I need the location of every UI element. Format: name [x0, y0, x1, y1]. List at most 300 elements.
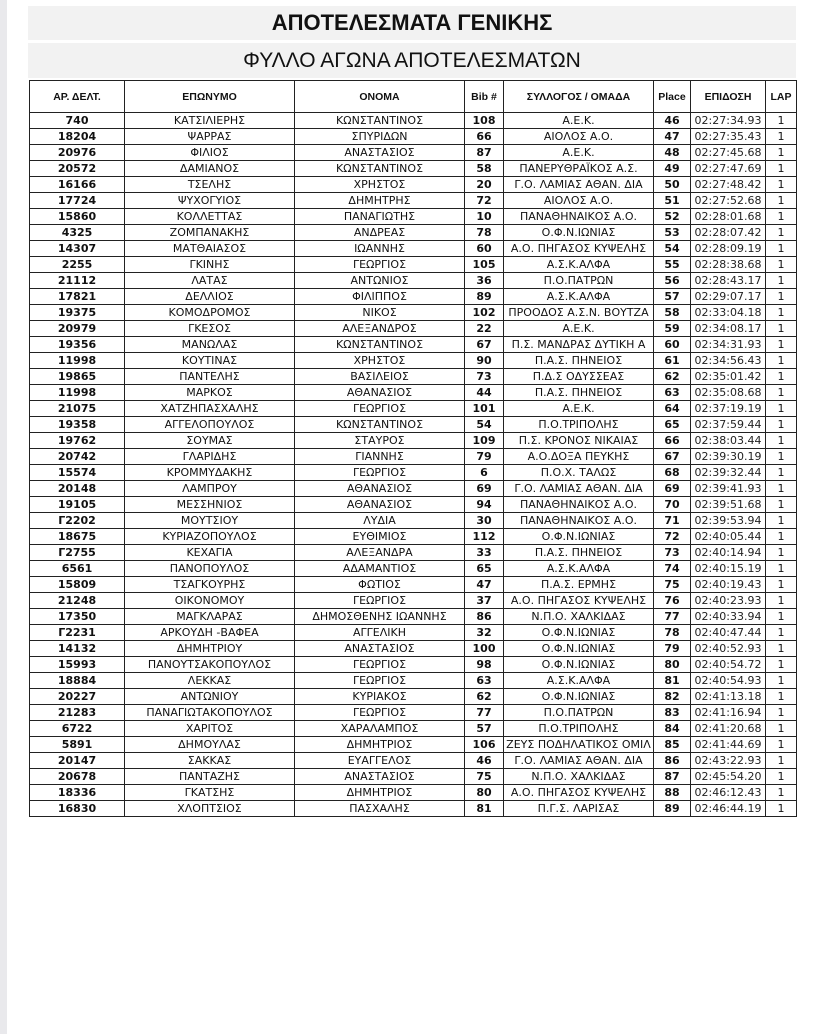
registration-number-cell: 21283: [30, 705, 125, 721]
table-row: [30, 529, 797, 545]
table-row: [30, 129, 797, 145]
club-cell: Π.Σ. ΚΡΟΝΟΣ ΝΙΚΑΙΑΣ: [504, 433, 654, 449]
surname-cell: ΓΚΙΝΗΣ: [125, 257, 295, 273]
lap-cell: 1: [766, 801, 797, 817]
lap-cell: 1: [766, 673, 797, 689]
time-cell: 02:41:20.68: [691, 721, 766, 737]
table-row: [30, 465, 797, 481]
first-name-cell: ΠΑΣΧΑΛΗΣ: [295, 801, 465, 817]
surname-cell: ΣΑΚΚΑΣ: [125, 753, 295, 769]
registration-number-cell: 15860: [30, 209, 125, 225]
time-cell: 02:37:59.44: [691, 417, 766, 433]
bib-number-cell: 65: [465, 561, 504, 577]
place-cell: 77: [654, 609, 691, 625]
table-row: [30, 145, 797, 161]
registration-number-cell: 19105: [30, 497, 125, 513]
place-cell: 80: [654, 657, 691, 673]
place-cell: 53: [654, 225, 691, 241]
results-table: [29, 80, 797, 817]
time-cell: 02:35:08.68: [691, 385, 766, 401]
registration-number-cell: 20678: [30, 769, 125, 785]
registration-number-cell: 18675: [30, 529, 125, 545]
bib-number-cell: 33: [465, 545, 504, 561]
first-name-cell: ΑΘΑΝΑΣΙΟΣ: [295, 497, 465, 513]
club-cell: Π.Α.Σ. ΠΗΝΕΙΟΣ: [504, 385, 654, 401]
bib-number-cell: 101: [465, 401, 504, 417]
registration-number-cell: Γ2202: [30, 513, 125, 529]
lap-cell: 1: [766, 129, 797, 145]
bib-number-cell: 78: [465, 225, 504, 241]
time-cell: 02:40:05.44: [691, 529, 766, 545]
lap-cell: 1: [766, 609, 797, 625]
first-name-cell: ΚΩΝΣΤΑΝΤΙΝΟΣ: [295, 161, 465, 177]
table-row: [30, 721, 797, 737]
club-cell: ΑΙΟΛΟΣ Α.Ο.: [504, 129, 654, 145]
club-cell: Ν.Π.Ο. ΧΑΛΚΙΔΑΣ: [504, 609, 654, 625]
bib-number-cell: 30: [465, 513, 504, 529]
lap-cell: 1: [766, 353, 797, 369]
col-header-place: Place: [654, 81, 691, 113]
lap-cell: 1: [766, 385, 797, 401]
place-cell: 79: [654, 641, 691, 657]
table-row: [30, 785, 797, 801]
table-row: [30, 113, 797, 129]
col-header-lap: LAP: [766, 81, 797, 113]
bib-number-cell: 44: [465, 385, 504, 401]
lap-cell: 1: [766, 337, 797, 353]
surname-cell: ΔΕΛΛΙΟΣ: [125, 289, 295, 305]
place-cell: 89: [654, 801, 691, 817]
lap-cell: 1: [766, 225, 797, 241]
registration-number-cell: 19762: [30, 433, 125, 449]
lap-cell: 1: [766, 593, 797, 609]
bib-number-cell: 69: [465, 481, 504, 497]
surname-cell: ΛΕΚΚΑΣ: [125, 673, 295, 689]
lap-cell: 1: [766, 257, 797, 273]
club-cell: Ο.Φ.Ν.ΙΩΝΙΑΣ: [504, 641, 654, 657]
bib-number-cell: 47: [465, 577, 504, 593]
subtitle-text: ΦΥΛΛΟ ΑΓΩΝΑ ΑΠΟΤΕΛΕΣΜΑΤΩΝ: [243, 48, 581, 72]
registration-number-cell: 15574: [30, 465, 125, 481]
club-cell: Γ.Ο. ΛΑΜΙΑΣ ΑΘΑΝ. ΔΙΑ: [504, 753, 654, 769]
time-cell: 02:28:09.19: [691, 241, 766, 257]
first-name-cell: ΓΕΩΡΓΙΟΣ: [295, 465, 465, 481]
table-row: [30, 225, 797, 241]
place-cell: 76: [654, 593, 691, 609]
surname-cell: ΚΑΤΣΙΛΙΕΡΗΣ: [125, 113, 295, 129]
time-cell: 02:40:54.93: [691, 673, 766, 689]
bib-number-cell: 109: [465, 433, 504, 449]
place-cell: 61: [654, 353, 691, 369]
bib-number-cell: 90: [465, 353, 504, 369]
registration-number-cell: 16166: [30, 177, 125, 193]
time-cell: 02:46:12.43: [691, 785, 766, 801]
club-cell: Α.Σ.Κ.ΑΛΦΑ: [504, 289, 654, 305]
first-name-cell: ΓΕΩΡΓΙΟΣ: [295, 593, 465, 609]
bib-number-cell: 57: [465, 721, 504, 737]
lap-cell: 1: [766, 513, 797, 529]
time-cell: 02:27:47.69: [691, 161, 766, 177]
registration-number-cell: 14307: [30, 241, 125, 257]
lap-cell: 1: [766, 401, 797, 417]
time-cell: 02:40:15.19: [691, 561, 766, 577]
first-name-cell: ΝΙΚΟΣ: [295, 305, 465, 321]
club-cell: Π.Ο.Χ. ΤΑΛΩΣ: [504, 465, 654, 481]
surname-cell: ΤΣΕΛΗΣ: [125, 177, 295, 193]
bib-number-cell: 100: [465, 641, 504, 657]
registration-number-cell: Γ2755: [30, 545, 125, 561]
table-row: [30, 305, 797, 321]
place-cell: 47: [654, 129, 691, 145]
time-cell: 02:41:16.94: [691, 705, 766, 721]
time-cell: 02:40:54.72: [691, 657, 766, 673]
registration-number-cell: 19865: [30, 369, 125, 385]
first-name-cell: ΚΩΝΣΤΑΝΤΙΝΟΣ: [295, 113, 465, 129]
bib-number-cell: 20: [465, 177, 504, 193]
first-name-cell: ΑΛΕΞΑΝΔΡΑ: [295, 545, 465, 561]
lap-cell: 1: [766, 785, 797, 801]
first-name-cell: ΧΡΗΣΤΟΣ: [295, 177, 465, 193]
surname-cell: ΔΗΜΟΥΛΑΣ: [125, 737, 295, 753]
table-row: [30, 753, 797, 769]
place-cell: 52: [654, 209, 691, 225]
registration-number-cell: 19375: [30, 305, 125, 321]
registration-number-cell: 20572: [30, 161, 125, 177]
lap-cell: 1: [766, 289, 797, 305]
lap-cell: 1: [766, 689, 797, 705]
registration-number-cell: 11998: [30, 385, 125, 401]
bib-number-cell: 102: [465, 305, 504, 321]
table-row: [30, 545, 797, 561]
registration-number-cell: 17350: [30, 609, 125, 625]
first-name-cell: ΑΝΑΣΤΑΣΙΟΣ: [295, 769, 465, 785]
place-cell: 64: [654, 401, 691, 417]
lap-cell: 1: [766, 193, 797, 209]
registration-number-cell: 17821: [30, 289, 125, 305]
first-name-cell: ΑΘΑΝΑΣΙΟΣ: [295, 481, 465, 497]
lap-cell: 1: [766, 113, 797, 129]
surname-cell: ΚΡΟΜΜΥΔΑΚΗΣ: [125, 465, 295, 481]
registration-number-cell: 16830: [30, 801, 125, 817]
club-cell: Α.Ε.Κ.: [504, 145, 654, 161]
results-body: [30, 113, 797, 817]
club-cell: Α.Ε.Κ.: [504, 401, 654, 417]
time-cell: 02:40:14.94: [691, 545, 766, 561]
first-name-cell: ΧΑΡΑΛΑΜΠΟΣ: [295, 721, 465, 737]
time-cell: 02:27:52.68: [691, 193, 766, 209]
table-row: [30, 289, 797, 305]
surname-cell: ΛΑΤΑΣ: [125, 273, 295, 289]
bib-number-cell: 75: [465, 769, 504, 785]
club-cell: Α.Ο. ΠΗΓΑΣΟΣ ΚΥΨΕΛΗΣ: [504, 785, 654, 801]
surname-cell: ΤΣΑΓΚΟΥΡΗΣ: [125, 577, 295, 593]
first-name-cell: ΑΘΑΝΑΣΙΟΣ: [295, 385, 465, 401]
first-name-cell: ΣΤΑΥΡΟΣ: [295, 433, 465, 449]
time-cell: 02:34:31.93: [691, 337, 766, 353]
first-name-cell: ΔΗΜΗΤΡΙΟΣ: [295, 785, 465, 801]
surname-cell: ΨΥΧΟΓΥΙΟΣ: [125, 193, 295, 209]
first-name-cell: ΑΝΑΣΤΑΣΙΟΣ: [295, 641, 465, 657]
club-cell: Ν.Π.Ο. ΧΑΛΚΙΔΑΣ: [504, 769, 654, 785]
place-cell: 81: [654, 673, 691, 689]
table-row: [30, 193, 797, 209]
club-cell: Α.Σ.Κ.ΑΛΦΑ: [504, 561, 654, 577]
time-cell: 02:28:01.68: [691, 209, 766, 225]
table-row: [30, 161, 797, 177]
lap-cell: 1: [766, 769, 797, 785]
bib-number-cell: 105: [465, 257, 504, 273]
place-cell: 85: [654, 737, 691, 753]
registration-number-cell: 6561: [30, 561, 125, 577]
time-cell: 02:28:07.42: [691, 225, 766, 241]
table-row: [30, 353, 797, 369]
bib-number-cell: 54: [465, 417, 504, 433]
time-cell: 02:46:44.19: [691, 801, 766, 817]
table-row: [30, 241, 797, 257]
table-row: [30, 657, 797, 673]
registration-number-cell: 2255: [30, 257, 125, 273]
lap-cell: 1: [766, 465, 797, 481]
document-title: [28, 6, 796, 40]
time-cell: 02:39:53.94: [691, 513, 766, 529]
club-cell: ΠΑΝΕΡΥΘΡΑΪΚΟΣ Α.Σ.: [504, 161, 654, 177]
table-row: [30, 625, 797, 641]
first-name-cell: ΑΝΔΡΕΑΣ: [295, 225, 465, 241]
place-cell: 83: [654, 705, 691, 721]
time-cell: 02:27:48.42: [691, 177, 766, 193]
place-cell: 55: [654, 257, 691, 273]
surname-cell: ΜΑΓΚΛΑΡΑΣ: [125, 609, 295, 625]
time-cell: 02:41:44.69: [691, 737, 766, 753]
place-cell: 59: [654, 321, 691, 337]
time-cell: 02:40:19.43: [691, 577, 766, 593]
registration-number-cell: 14132: [30, 641, 125, 657]
surname-cell: ΧΛΟΠΤΣΙΟΣ: [125, 801, 295, 817]
time-cell: 02:39:32.44: [691, 465, 766, 481]
time-cell: 02:34:08.17: [691, 321, 766, 337]
table-row: [30, 401, 797, 417]
table-row: [30, 497, 797, 513]
place-cell: 71: [654, 513, 691, 529]
registration-number-cell: Γ2231: [30, 625, 125, 641]
lap-cell: 1: [766, 161, 797, 177]
bib-number-cell: 46: [465, 753, 504, 769]
bib-number-cell: 80: [465, 785, 504, 801]
club-cell: Α.Ο.ΔΟΞΑ ΠΕΥΚΗΣ: [504, 449, 654, 465]
surname-cell: ΧΑΤΖΗΠΑΣΧΑΛΗΣ: [125, 401, 295, 417]
lap-cell: 1: [766, 321, 797, 337]
lap-cell: 1: [766, 305, 797, 321]
time-cell: 02:39:41.93: [691, 481, 766, 497]
place-cell: 75: [654, 577, 691, 593]
registration-number-cell: 19358: [30, 417, 125, 433]
surname-cell: ΚΥΡΙΑΖΟΠΟΥΛΟΣ: [125, 529, 295, 545]
club-cell: Α.Ο. ΠΗΓΑΣΟΣ ΚΥΨΕΛΗΣ: [504, 241, 654, 257]
club-cell: Α.Σ.Κ.ΑΛΦΑ: [504, 673, 654, 689]
bib-number-cell: 77: [465, 705, 504, 721]
bib-number-cell: 98: [465, 657, 504, 673]
place-cell: 54: [654, 241, 691, 257]
first-name-cell: ΓΕΩΡΓΙΟΣ: [295, 657, 465, 673]
lap-cell: 1: [766, 545, 797, 561]
first-name-cell: ΦΩΤΙΟΣ: [295, 577, 465, 593]
bib-number-cell: 72: [465, 193, 504, 209]
bib-number-cell: 32: [465, 625, 504, 641]
first-name-cell: ΧΡΗΣΤΟΣ: [295, 353, 465, 369]
surname-cell: ΜΟΥΤΣΙΟΥ: [125, 513, 295, 529]
place-cell: 86: [654, 753, 691, 769]
registration-number-cell: 20227: [30, 689, 125, 705]
surname-cell: ΚΟΜΟΔΡΟΜΟΣ: [125, 305, 295, 321]
club-cell: Α.Ε.Κ.: [504, 321, 654, 337]
club-cell: Π.Α.Σ. ΠΗΝΕΙΟΣ: [504, 545, 654, 561]
surname-cell: ΧΑΡΙΤΟΣ: [125, 721, 295, 737]
table-row: [30, 673, 797, 689]
place-cell: 63: [654, 385, 691, 401]
surname-cell: ΑΝΤΩΝΙΟΥ: [125, 689, 295, 705]
surname-cell: ΔΗΜΗΤΡΙΟΥ: [125, 641, 295, 657]
bib-number-cell: 67: [465, 337, 504, 353]
bib-number-cell: 112: [465, 529, 504, 545]
bib-number-cell: 60: [465, 241, 504, 257]
bib-number-cell: 108: [465, 113, 504, 129]
col-header-time: ΕΠΙΔΟΣΗ: [691, 81, 766, 113]
table-row: [30, 513, 797, 529]
club-cell: Π.Ο.ΤΡΙΠΟΛΗΣ: [504, 721, 654, 737]
registration-number-cell: 20976: [30, 145, 125, 161]
bib-number-cell: 62: [465, 689, 504, 705]
lap-cell: 1: [766, 529, 797, 545]
place-cell: 49: [654, 161, 691, 177]
col-header-club: ΣΥΛΛΟΓΟΣ / ΟΜΑΔΑ: [504, 81, 654, 113]
table-row: [30, 177, 797, 193]
lap-cell: 1: [766, 753, 797, 769]
surname-cell: ΖΟΜΠΑΝΑΚΗΣ: [125, 225, 295, 241]
first-name-cell: ΙΩΑΝΝΗΣ: [295, 241, 465, 257]
club-cell: ΠΑΝΑΘΗΝΑΙΚΟΣ Α.Ο.: [504, 497, 654, 513]
table-row: [30, 641, 797, 657]
registration-number-cell: 19356: [30, 337, 125, 353]
table-row: [30, 273, 797, 289]
surname-cell: ΨΑΡΡΑΣ: [125, 129, 295, 145]
club-cell: ΑΙΟΛΟΣ Α.Ο.: [504, 193, 654, 209]
col-header-registration: ΑΡ. ΔΕΛΤ.: [30, 81, 125, 113]
table-row: [30, 449, 797, 465]
surname-cell: ΓΚΑΤΣΗΣ: [125, 785, 295, 801]
surname-cell: ΜΑΤΘΑΙΑΣΟΣ: [125, 241, 295, 257]
registration-number-cell: 20148: [30, 481, 125, 497]
surname-cell: ΠΑΝΟΥΤΣΑΚΟΠΟΥΛΟΣ: [125, 657, 295, 673]
registration-number-cell: 5891: [30, 737, 125, 753]
registration-number-cell: 20979: [30, 321, 125, 337]
bib-number-cell: 66: [465, 129, 504, 145]
club-cell: Ο.Φ.Ν.ΙΩΝΙΑΣ: [504, 625, 654, 641]
registration-number-cell: 20147: [30, 753, 125, 769]
club-cell: Π.Ο.ΠΑΤΡΩΝ: [504, 705, 654, 721]
place-cell: 66: [654, 433, 691, 449]
lap-cell: 1: [766, 561, 797, 577]
club-cell: ΠΡΟΟΔΟΣ Α.Σ.Ν. ΒΟΥΤΖΑ: [504, 305, 654, 321]
lap-cell: 1: [766, 721, 797, 737]
time-cell: 02:40:23.93: [691, 593, 766, 609]
bib-number-cell: 73: [465, 369, 504, 385]
header-row: [30, 81, 797, 113]
time-cell: 02:34:56.43: [691, 353, 766, 369]
surname-cell: ΠΑΝΤΑΖΗΣ: [125, 769, 295, 785]
first-name-cell: ΣΠΥΡΙΔΩΝ: [295, 129, 465, 145]
table-row: [30, 257, 797, 273]
club-cell: Ο.Φ.Ν.ΙΩΝΙΑΣ: [504, 657, 654, 673]
time-cell: 02:40:52.93: [691, 641, 766, 657]
registration-number-cell: 17724: [30, 193, 125, 209]
registration-number-cell: 11998: [30, 353, 125, 369]
first-name-cell: ΕΥΑΓΓΕΛΟΣ: [295, 753, 465, 769]
first-name-cell: ΑΝΤΩΝΙΟΣ: [295, 273, 465, 289]
col-header-bib: Bib #: [465, 81, 504, 113]
surname-cell: ΜΑΡΚΟΣ: [125, 385, 295, 401]
club-cell: Π.Α.Σ. ΕΡΜΗΣ: [504, 577, 654, 593]
surname-cell: ΓΛΑΡΙΔΗΣ: [125, 449, 295, 465]
lap-cell: 1: [766, 209, 797, 225]
first-name-cell: ΓΕΩΡΓΙΟΣ: [295, 257, 465, 273]
club-cell: Α.Ο. ΠΗΓΑΣΟΣ ΚΥΨΕΛΗΣ: [504, 593, 654, 609]
first-name-cell: ΓΕΩΡΓΙΟΣ: [295, 705, 465, 721]
table-row: [30, 209, 797, 225]
first-name-cell: ΓΙΑΝΝΗΣ: [295, 449, 465, 465]
place-cell: 58: [654, 305, 691, 321]
bib-number-cell: 81: [465, 801, 504, 817]
club-cell: ΖΕΥΣ ΠΟΔΗΛΑΤΙΚΟΣ ΟΜΙΛ: [504, 737, 654, 753]
table-row: [30, 689, 797, 705]
registration-number-cell: 18204: [30, 129, 125, 145]
registration-number-cell: 21248: [30, 593, 125, 609]
lap-cell: 1: [766, 705, 797, 721]
first-name-cell: ΕΥΘΙΜΙΟΣ: [295, 529, 465, 545]
registration-number-cell: 15993: [30, 657, 125, 673]
surname-cell: ΠΑΝΑΓΙΩΤΑΚΟΠΟΥΛΟΣ: [125, 705, 295, 721]
place-cell: 50: [654, 177, 691, 193]
time-cell: 02:27:34.93: [691, 113, 766, 129]
time-cell: 02:37:19.19: [691, 401, 766, 417]
lap-cell: 1: [766, 497, 797, 513]
first-name-cell: ΦΙΛΙΠΠΟΣ: [295, 289, 465, 305]
club-cell: Π.Ο.ΤΡΙΠΟΛΗΣ: [504, 417, 654, 433]
time-cell: 02:35:01.42: [691, 369, 766, 385]
bib-number-cell: 106: [465, 737, 504, 753]
time-cell: 02:40:33.94: [691, 609, 766, 625]
time-cell: 02:27:35.43: [691, 129, 766, 145]
table-row: [30, 705, 797, 721]
place-cell: 48: [654, 145, 691, 161]
surname-cell: ΜΕΣΣΗΝΙΟΣ: [125, 497, 295, 513]
bib-number-cell: 86: [465, 609, 504, 625]
place-cell: 62: [654, 369, 691, 385]
place-cell: 67: [654, 449, 691, 465]
bib-number-cell: 87: [465, 145, 504, 161]
time-cell: 02:39:51.68: [691, 497, 766, 513]
first-name-cell: ΚΩΝΣΤΑΝΤΙΝΟΣ: [295, 337, 465, 353]
document-subtitle: [28, 43, 796, 78]
time-cell: 02:28:43.17: [691, 273, 766, 289]
bib-number-cell: 22: [465, 321, 504, 337]
first-name-cell: ΠΑΝΑΓΙΩΤΗΣ: [295, 209, 465, 225]
time-cell: 02:39:30.19: [691, 449, 766, 465]
time-cell: 02:38:03.44: [691, 433, 766, 449]
club-cell: Γ.Ο. ΛΑΜΙΑΣ ΑΘΑΝ. ΔΙΑ: [504, 481, 654, 497]
registration-number-cell: 18884: [30, 673, 125, 689]
first-name-cell: ΔΗΜΟΣΘΕΝΗΣ ΙΩΑΝΝΗΣ: [295, 609, 465, 625]
table-row: [30, 801, 797, 817]
